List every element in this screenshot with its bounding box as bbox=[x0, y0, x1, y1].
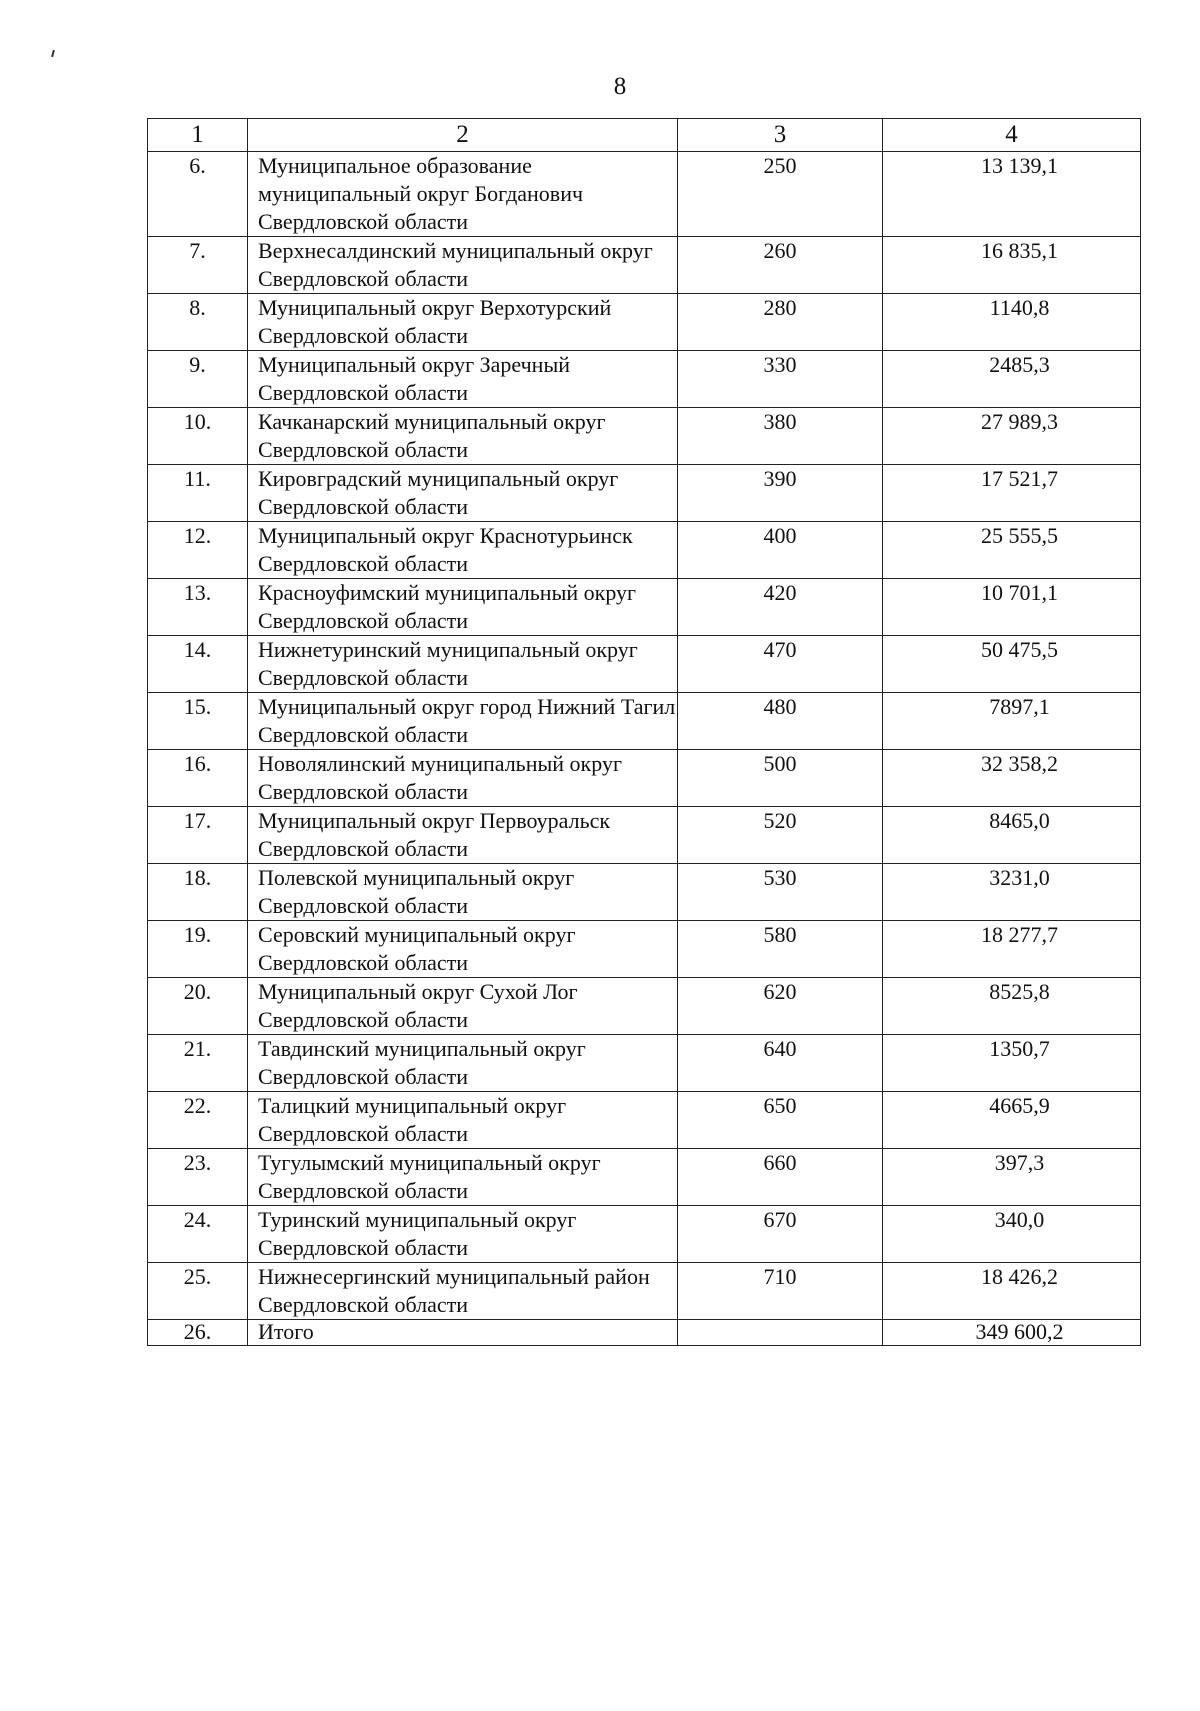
total-cell-name: Итого bbox=[248, 1320, 678, 1346]
cell-name: Муниципальный округ Верхотурский Свердловской области bbox=[248, 294, 678, 351]
total-cell-num: 26. bbox=[148, 1320, 248, 1346]
cell-sum: 4665,9 bbox=[883, 1092, 1141, 1149]
cell-code: 330 bbox=[678, 351, 883, 408]
cell-name: Туринский муниципальный округ Свердловской области bbox=[248, 1206, 678, 1263]
table-row bbox=[148, 579, 1141, 636]
cell-sum: 3231,0 bbox=[883, 864, 1141, 921]
cell-num: 9. bbox=[148, 351, 248, 408]
header-row bbox=[148, 119, 1141, 152]
cell-code: 250 bbox=[678, 152, 883, 237]
cell-code: 520 bbox=[678, 807, 883, 864]
header-cell-1: 1 bbox=[148, 119, 248, 152]
cell-num: 24. bbox=[148, 1206, 248, 1263]
cell-num: 14. bbox=[148, 636, 248, 693]
cell-num: 23. bbox=[148, 1149, 248, 1206]
cell-sum: 32 358,2 bbox=[883, 750, 1141, 807]
cell-code: 650 bbox=[678, 1092, 883, 1149]
table-body bbox=[148, 152, 1141, 1346]
header-cell-3: 3 bbox=[678, 119, 883, 152]
cell-name: Новолялинский муниципальный округ Свердловской области bbox=[248, 750, 678, 807]
cell-sum: 8525,8 bbox=[883, 978, 1141, 1035]
table-row bbox=[148, 864, 1141, 921]
table-row bbox=[148, 1206, 1141, 1263]
cell-sum: 50 475,5 bbox=[883, 636, 1141, 693]
table-row bbox=[148, 693, 1141, 750]
cell-sum: 2485,3 bbox=[883, 351, 1141, 408]
table-row bbox=[148, 152, 1141, 237]
cell-code: 260 bbox=[678, 237, 883, 294]
cell-num: 12. bbox=[148, 522, 248, 579]
cell-num: 16. bbox=[148, 750, 248, 807]
cell-sum: 10 701,1 bbox=[883, 579, 1141, 636]
cell-sum: 397,3 bbox=[883, 1149, 1141, 1206]
cell-num: 11. bbox=[148, 465, 248, 522]
cell-code: 280 bbox=[678, 294, 883, 351]
cell-name: Муниципальный округ Краснотурьинск Свердловской области bbox=[248, 522, 678, 579]
cell-code: 580 bbox=[678, 921, 883, 978]
cell-code: 390 bbox=[678, 465, 883, 522]
cell-num: 8. bbox=[148, 294, 248, 351]
cell-num: 25. bbox=[148, 1263, 248, 1320]
cell-sum: 1140,8 bbox=[883, 294, 1141, 351]
cell-name: Муниципальный округ Сухой Лог Свердловской области bbox=[248, 978, 678, 1035]
cell-num: 13. bbox=[148, 579, 248, 636]
cell-name: Муниципальное образование муниципальный округ Богданович Свердловской области bbox=[248, 152, 678, 237]
cell-name: Тугулымский муниципальный округ Свердловской области bbox=[248, 1149, 678, 1206]
cell-sum: 7897,1 bbox=[883, 693, 1141, 750]
cell-code: 670 bbox=[678, 1206, 883, 1263]
table-row bbox=[148, 750, 1141, 807]
table-row bbox=[148, 294, 1141, 351]
cell-name: Муниципальный округ город Нижний Тагил Свердловской области bbox=[248, 693, 678, 750]
cell-name: Муниципальный округ Первоуральск Свердловской области bbox=[248, 807, 678, 864]
cell-code: 530 bbox=[678, 864, 883, 921]
cell-name: Красноуфимский муниципальный округ Свердловской области bbox=[248, 579, 678, 636]
cell-num: 22. bbox=[148, 1092, 248, 1149]
cell-sum: 27 989,3 bbox=[883, 408, 1141, 465]
scan-mark bbox=[51, 50, 55, 57]
cell-name: Тавдинский муниципальный округ Свердловской области bbox=[248, 1035, 678, 1092]
cell-sum: 340,0 bbox=[883, 1206, 1141, 1263]
cell-num: 17. bbox=[148, 807, 248, 864]
cell-num: 19. bbox=[148, 921, 248, 978]
cell-code: 710 bbox=[678, 1263, 883, 1320]
cell-num: 6. bbox=[148, 152, 248, 237]
header-cell-4: 4 bbox=[883, 119, 1141, 152]
cell-num: 20. bbox=[148, 978, 248, 1035]
cell-sum: 25 555,5 bbox=[883, 522, 1141, 579]
cell-code: 660 bbox=[678, 1149, 883, 1206]
table-row bbox=[148, 807, 1141, 864]
table-row bbox=[148, 522, 1141, 579]
cell-code: 640 bbox=[678, 1035, 883, 1092]
cell-name: Полевской муниципальный округ Свердловской области bbox=[248, 864, 678, 921]
allocation-table bbox=[147, 118, 1141, 1346]
table-row bbox=[148, 636, 1141, 693]
cell-sum: 1350,7 bbox=[883, 1035, 1141, 1092]
cell-name: Нижнесергинский муниципальный район Свердловской области bbox=[248, 1263, 678, 1320]
total-cell-sum: 349 600,2 bbox=[883, 1320, 1141, 1346]
cell-code: 380 bbox=[678, 408, 883, 465]
cell-sum: 13 139,1 bbox=[883, 152, 1141, 237]
cell-code: 500 bbox=[678, 750, 883, 807]
table-row bbox=[148, 1035, 1141, 1092]
cell-num: 21. bbox=[148, 1035, 248, 1092]
cell-sum: 16 835,1 bbox=[883, 237, 1141, 294]
cell-name: Муниципальный округ Заречный Свердловской области bbox=[248, 351, 678, 408]
total-row bbox=[148, 1320, 1141, 1346]
header-cell-2: 2 bbox=[248, 119, 678, 152]
cell-code: 400 bbox=[678, 522, 883, 579]
table-row bbox=[148, 408, 1141, 465]
cell-sum: 8465,0 bbox=[883, 807, 1141, 864]
cell-sum: 18 426,2 bbox=[883, 1263, 1141, 1320]
cell-name: Серовский муниципальный округ Свердловской области bbox=[248, 921, 678, 978]
cell-num: 10. bbox=[148, 408, 248, 465]
cell-name: Нижнетуринский муниципальный округ Свердловской области bbox=[248, 636, 678, 693]
cell-code: 420 bbox=[678, 579, 883, 636]
table-row bbox=[148, 1149, 1141, 1206]
total-cell-code bbox=[678, 1320, 883, 1346]
cell-name: Верхнесалдинский муниципальный округ Свердловской области bbox=[248, 237, 678, 294]
page-number: 8 bbox=[613, 73, 627, 100]
cell-name: Кировградский муниципальный округ Свердловской области bbox=[248, 465, 678, 522]
cell-sum: 18 277,7 bbox=[883, 921, 1141, 978]
cell-num: 18. bbox=[148, 864, 248, 921]
cell-sum: 17 521,7 bbox=[883, 465, 1141, 522]
cell-num: 15. bbox=[148, 693, 248, 750]
table-row bbox=[148, 237, 1141, 294]
table-row bbox=[148, 351, 1141, 408]
cell-name: Качканарский муниципальный округ Свердловской области bbox=[248, 408, 678, 465]
table-row bbox=[148, 978, 1141, 1035]
table-row bbox=[148, 465, 1141, 522]
cell-name: Талицкий муниципальный округ Свердловской области bbox=[248, 1092, 678, 1149]
table-row bbox=[148, 921, 1141, 978]
cell-code: 480 bbox=[678, 693, 883, 750]
cell-code: 470 bbox=[678, 636, 883, 693]
cell-code: 620 bbox=[678, 978, 883, 1035]
cell-num: 7. bbox=[148, 237, 248, 294]
table-row bbox=[148, 1263, 1141, 1320]
table-row bbox=[148, 1092, 1141, 1149]
